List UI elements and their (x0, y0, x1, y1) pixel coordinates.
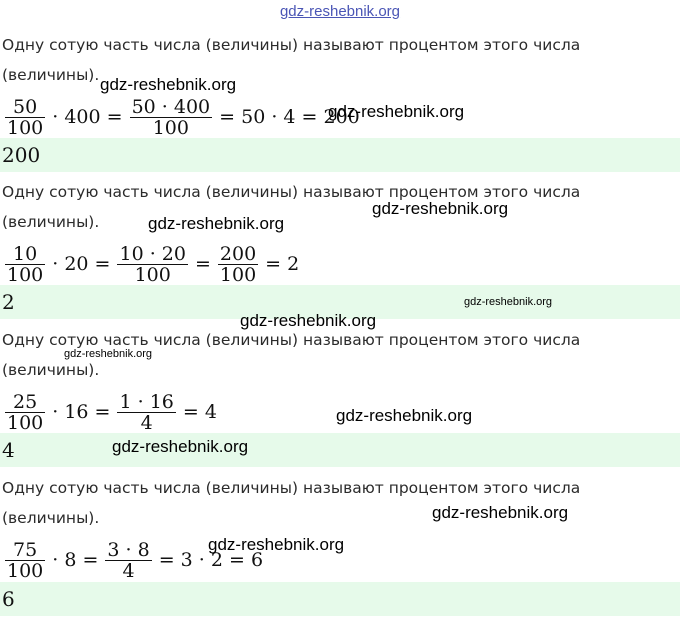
fraction (117, 244, 187, 285)
site-header-link[interactable]: gdz-reshebnik.org (279, 3, 401, 20)
fraction (117, 392, 175, 433)
operator-text: · 16 = (52, 401, 111, 423)
denominator: 100 (7, 411, 44, 434)
fraction (105, 540, 151, 581)
definition-line-1: Одну сотую часть числа (величины) называют процентом этого числа (2, 183, 581, 201)
numerator: 50 · 400 (131, 95, 211, 118)
fraction (5, 392, 45, 433)
definition-line-1: Одну сотую часть числа (величины) называют процентом этого числа (2, 479, 581, 497)
numerator: 1 · 16 (119, 390, 174, 413)
watermark: gdz-reshebnik.org (148, 214, 285, 233)
fraction (130, 97, 213, 138)
operator-text: = 50 · 4 = 200 (219, 106, 360, 128)
fraction (5, 244, 45, 285)
watermark: gdz-reshebnik.org (336, 406, 473, 425)
denominator: 100 (7, 559, 44, 582)
formula-1 (2, 95, 364, 139)
definition-line-2: (величины). (2, 361, 100, 379)
definition-line-1: Одну сотую часть числа (величины) называют процентом этого числа (2, 331, 581, 349)
numerator: 200 (219, 242, 257, 265)
operator-text: = 4 (182, 401, 217, 423)
numerator: 75 (13, 538, 38, 561)
denominator: 100 (134, 263, 171, 286)
watermark: gdz-reshebnik.org (372, 199, 509, 218)
answer-row-2: 2 (0, 285, 680, 319)
numerator: 50 (13, 95, 38, 118)
watermark: gdz-reshebnik.org (432, 503, 569, 522)
watermark: gdz-reshebnik.org (208, 535, 345, 554)
fraction (218, 244, 258, 285)
denominator: 100 (152, 116, 189, 139)
operator-text: = (194, 253, 211, 275)
numerator: 10 (13, 242, 38, 265)
answer-row-3: 4 (0, 433, 680, 467)
watermark: gdz-reshebnik.org (100, 75, 237, 94)
denominator: 4 (122, 559, 135, 582)
operator-text: = 3 · 2 = 6 (158, 549, 264, 571)
denominator: 4 (140, 411, 153, 434)
watermark: gdz-reshebnik.org (464, 296, 553, 308)
definition-line-2: (величины). (2, 213, 100, 231)
formula-3 (2, 390, 221, 434)
operator-text: · 20 = (52, 253, 111, 275)
watermark: gdz-reshebnik.org (64, 348, 153, 360)
operator-text: = 2 (265, 253, 300, 275)
definition-line-2: (величины). (2, 66, 100, 84)
fraction (5, 540, 45, 581)
watermark: gdz-reshebnik.org (328, 102, 465, 121)
answer-row-1: 200 (0, 138, 680, 172)
watermark: gdz-reshebnik.org (240, 311, 377, 330)
operator-text: · 400 = (52, 106, 123, 128)
watermark: gdz-reshebnik.org (112, 437, 249, 456)
formula-2 (2, 242, 303, 286)
answer-row-4: 6 (0, 582, 680, 616)
numerator: 10 · 20 (119, 242, 186, 265)
numerator: 25 (13, 390, 38, 413)
definition-line-2: (величины). (2, 509, 100, 527)
operator-text: · 8 = (52, 549, 99, 571)
numerator: 3 · 8 (107, 538, 150, 561)
denominator: 100 (7, 263, 44, 286)
definition-line-1: Одну сотую часть числа (величины) называют процентом этого числа (2, 36, 581, 54)
fraction (5, 97, 45, 138)
denominator: 100 (219, 263, 257, 286)
denominator: 100 (7, 116, 44, 139)
